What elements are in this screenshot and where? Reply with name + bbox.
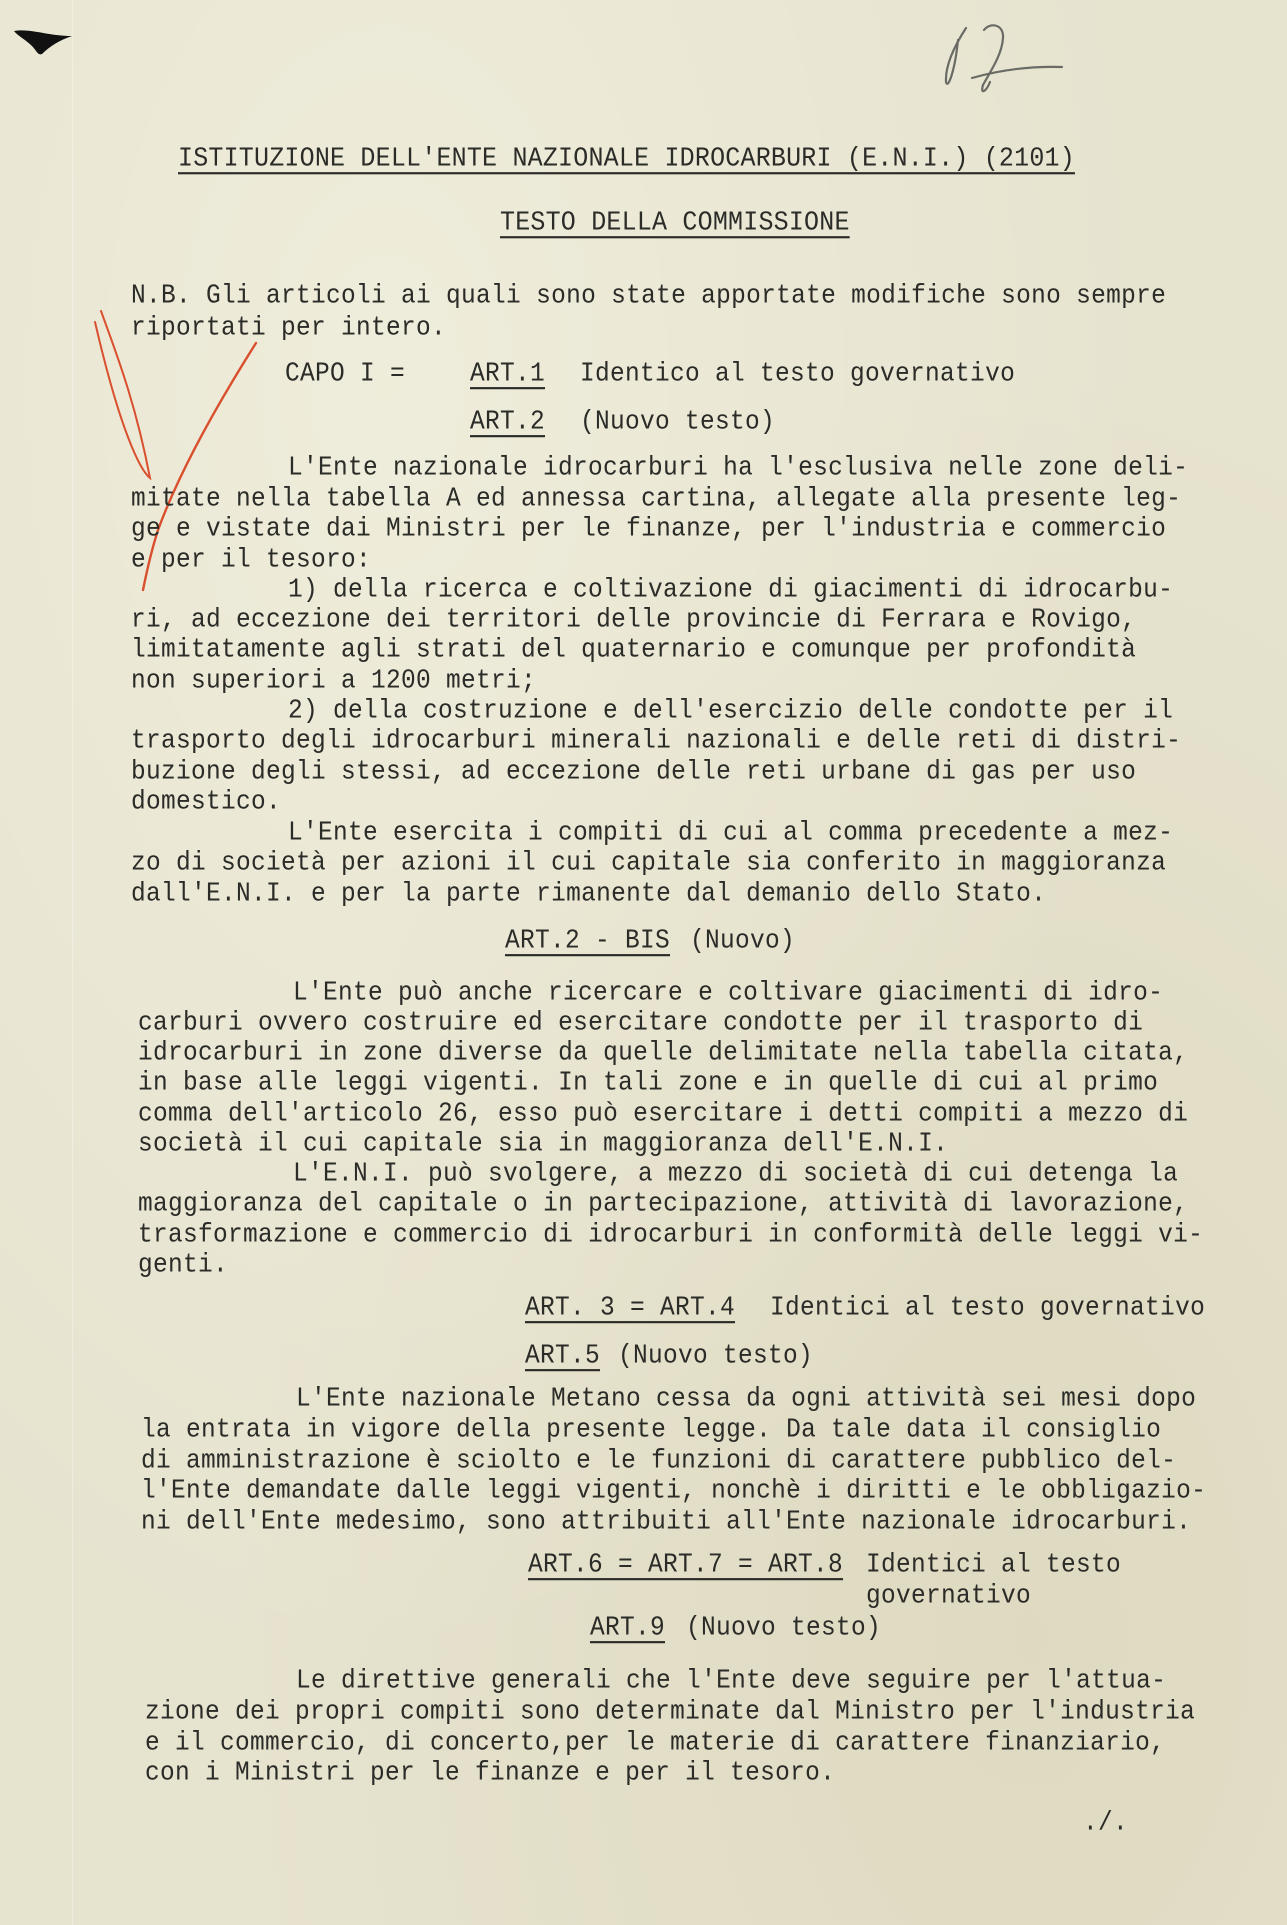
document-title: ISTITUZIONE DELL'ENTE NAZIONALE IDROCARBURI (E.N.I.) (2101) <box>178 143 1075 175</box>
art3-4-reference: ART. 3 = ART.4 <box>525 1294 736 1324</box>
art2-line: zo di società per azioni il cui capitale sia conferito in maggioranza <box>131 849 1167 879</box>
art2-line: trasporto degli idrocarburi minerali nazionali e delle reti di distri- <box>131 727 1182 757</box>
art2bis-line: L'E.N.I. può svolgere, a mezzo di società di cui detenga la <box>293 1160 1179 1190</box>
art2-line: L'Ente nazionale idrocarburi ha l'esclusiva nelle zone deli- <box>288 454 1189 484</box>
art2bis-line: maggioranza del capitale o in partecipazione, attività di lavorazione, <box>138 1190 1189 1220</box>
art5-line: l'Ente demandate dalle leggi vigenti, nonchè i diritti e le obbligazio- <box>141 1477 1207 1507</box>
art5-line: la entrata in vigore della presente legge. Da tale data il consiglio <box>141 1416 1162 1446</box>
art2bis-line: genti. <box>138 1251 229 1281</box>
art5-line: di amministrazione è sciolto e le funzioni di carattere pubblico del- <box>141 1447 1177 1477</box>
art2bis-line: L'Ente può anche ricercare e coltivare giacimenti di idro- <box>293 979 1164 1009</box>
art6-8-text: Identici al testo <box>866 1551 1122 1581</box>
art2bis-line: carburi ovvero costruire ed esercitare condotte per il trasporto di <box>138 1009 1144 1039</box>
art2-line: 2) della costruzione e dell'esercizio delle condotte per il <box>288 697 1174 727</box>
art2-line: dall'E.N.I. e per la parte rimanente dal demanio dello Stato. <box>131 880 1047 910</box>
art2bis-line: in base alle leggi vigenti. In tali zone e in quelle di cui al primo <box>138 1069 1159 1099</box>
art2-line: ri, ad eccezione dei territori delle provincie di Ferrara e Rovigo, <box>131 606 1137 636</box>
art9-line: e il commercio, di concerto,per le materie di carattere finanziario, <box>145 1729 1166 1759</box>
note-line: riportati per intero. <box>131 314 447 344</box>
art6-8-reference: ART.6 = ART.7 = ART.8 <box>528 1551 844 1581</box>
continuation-mark: ./. <box>1083 1809 1129 1839</box>
art2-reference: ART.2 <box>470 408 546 438</box>
art9-line: con i Ministri per le finanze e per il tesoro. <box>145 1759 836 1789</box>
art5-heading-text: (Nuovo testo) <box>618 1342 814 1372</box>
art2bis-line: società il cui capitale sia in maggioranza dell'E.N.I. <box>138 1130 949 1160</box>
art9-reference: ART.9 <box>590 1614 666 1644</box>
art2bis-reference: ART.2 - BIS <box>505 927 671 957</box>
art9-line: Le direttive generali che l'Ente deve seguire per l'attua- <box>296 1667 1167 1697</box>
art2bis-line: idrocarburi in zone diverse da quelle delimitate nella tabella citata, <box>138 1039 1189 1069</box>
art2-line: L'Ente esercita i compiti di cui al comma precedente a mez- <box>288 819 1174 849</box>
art2-line: limitatamente agli strati del quaternario e comunque per profondità <box>131 636 1137 666</box>
art2-line: buzione degli stessi, ad eccezione delle reti urbane di gas per uso <box>131 758 1137 788</box>
art2-line: domestico. <box>131 788 282 818</box>
paper-fold-line <box>72 0 73 1925</box>
art6-8-text: governativo <box>866 1582 1032 1612</box>
art2-line: e per il tesoro: <box>131 546 372 576</box>
art2bis-line: trasformazione e commercio di idrocarburi in conformità delle leggi vi- <box>138 1221 1204 1251</box>
art5-reference: ART.5 <box>525 1342 601 1372</box>
art2-line: ge e vistate dai Ministri per le finanze, per l'industria e commercio <box>131 515 1167 545</box>
capo-label: CAPO I = <box>285 360 406 390</box>
note-line: N.B. Gli articoli ai quali sono state apportate modifiche sono sempre <box>131 282 1167 312</box>
art1-reference: ART.1 <box>470 360 546 390</box>
art5-line: ni dell'Ente medesimo, sono attribuiti all'Ente nazionale idrocarburi. <box>141 1508 1192 1538</box>
art2bis-line: comma dell'articolo 26, esso può esercitare i detti compiti a mezzo di <box>138 1100 1189 1130</box>
art5-line: L'Ente nazionale Metano cessa da ogni attività sei mesi dopo <box>296 1385 1197 1415</box>
art9-heading-text: (Nuovo testo) <box>686 1614 882 1644</box>
art1-text: Identico al testo governativo <box>580 360 1016 390</box>
art3-4-text: Identici al testo governativo <box>770 1294 1206 1324</box>
art2-heading-text: (Nuovo testo) <box>580 408 776 438</box>
ink-blot <box>14 30 72 54</box>
art2bis-heading-text: (Nuovo) <box>690 927 796 957</box>
art2-line: 1) della ricerca e coltivazione di giacimenti di idrocarbu- <box>288 576 1174 606</box>
art9-line: zione dei propri compiti sono determinate dal Ministro per l'industria <box>145 1698 1196 1728</box>
art2-line: mitate nella tabella A ed annessa cartina, allegate alla presente leg- <box>131 485 1182 515</box>
art2-line: non superiori a 1200 metri; <box>131 667 537 697</box>
handwritten-page-number <box>946 25 1062 91</box>
document-subtitle: TESTO DELLA COMMISSIONE <box>500 207 850 239</box>
